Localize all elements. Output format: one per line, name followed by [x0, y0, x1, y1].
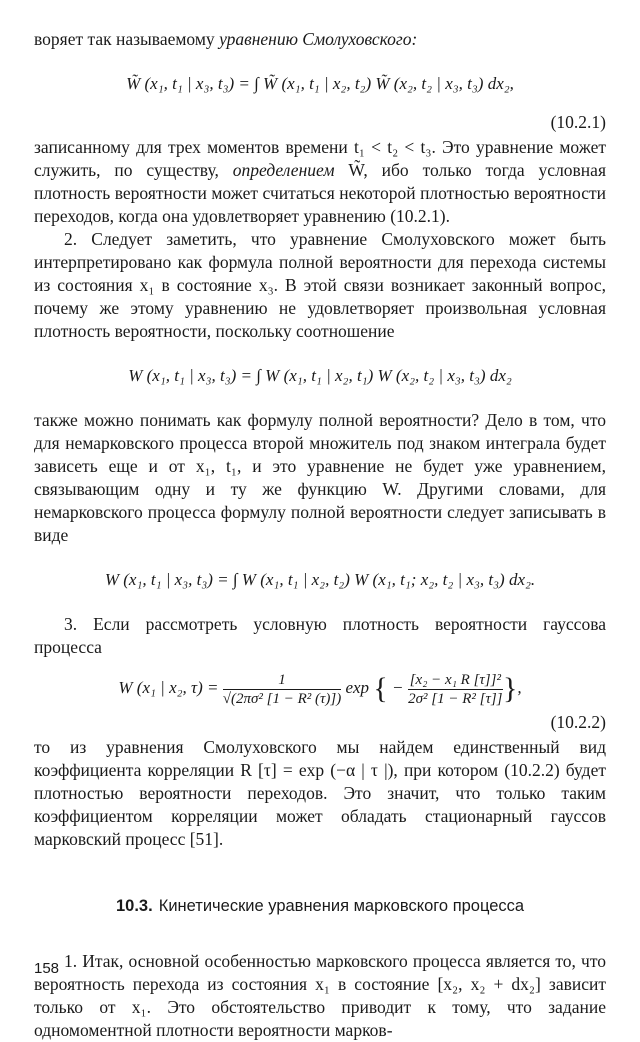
equation-non-markov [34, 547, 606, 613]
section-title: Кинетические уравнения марковского процесса [158, 897, 525, 915]
fraction-exponent-numerator: [x₂ − x₁ R [τ]]² [409, 671, 501, 688]
fraction-normalizer-denominator: √(2πσ² [1 − R² (τ)]) [222, 690, 342, 707]
paragraph-4: также можно понимать как формулу полной вероятности? Дело в том, что для немарковского процесса второй множитель под знаком интеграла будет зависеть еще и от x₁, t₁, и это уравнение не будет уже уравнением, связывающим одну и ту же функцию W. Другими словами, для немарковского процесса формулу полной вероятности следует записывать в виде [34, 410, 606, 545]
fraction-normalizer-numerator: 1 [223, 671, 341, 690]
paragraph-2 [34, 136, 606, 228]
equation-total-probability [34, 343, 606, 409]
paragraph-1 [34, 28, 606, 51]
paragraph-6: то из уравнения Смолуховского мы найдем единственный вид коэффициента корреляции R [τ] = exp (−α | τ |), при котором (10.2.2) будет плотностью вероятности переходов. Это значит, что только таким коэффициентом корреляции может обладать стационарный гауссов марковский процесс [51]. [34, 737, 606, 849]
equation-number-10-2-2: (10.2.2) [550, 712, 606, 732]
section-heading [34, 895, 606, 918]
paragraph-1-text: воряет так называемому [34, 29, 220, 49]
section-number: 10.3. [116, 897, 153, 915]
equation-10-2-1-text: W̃ (x₁, t₁ | x₃, t₃) = ∫ W̃ (x₁, t₁ | x₂, t₂) W̃ (x₂, t₂ | x₃, t₃) dx₂, [126, 74, 514, 93]
fraction-exponent-denominator: 2σ² [1 − R² [τ]] [408, 690, 503, 707]
equation-10-2-2 [34, 659, 606, 717]
equation-10-2-1 [34, 51, 606, 117]
equation-10-2-2-lhs: W (x₁ | x₂, τ) = [118, 678, 223, 697]
page-number: 158 [34, 960, 60, 977]
brace-close: } [502, 672, 518, 706]
smoluchowski-term: уравнению Смолуховского: [219, 29, 418, 49]
paragraph-2-text-a: записанному для трех моментов времени t₁ < t₂ < t₃. Это уравнение может служить, по существу, [34, 137, 606, 180]
equation-total-probability-text: W (x₁, t₁ | x₃, t₃) = ∫ W (x₁, t₁ | x₂, t₁) W (x₂, t₂ | x₃, t₃) dx₂ [128, 366, 512, 385]
paragraph-5: 3. Если рассмотреть условную плотность вероятности гауссова процесса [34, 614, 606, 657]
paragraph-2-text-b: W̃, ибо только тогда условная плотность вероятности может считаться некоторой плотностью вероятности переходов, когда она удовлетворяет уравнению (10.2.1). [34, 160, 606, 226]
equation-number-10-2-1: (10.2.1) [550, 112, 606, 132]
brace-open: { [373, 672, 388, 706]
fraction-normalizer [223, 671, 341, 708]
exp-operator: exp [341, 678, 374, 697]
equation-10-2-2-tail: , [517, 678, 522, 697]
paragraph-3: 2. Следует заметить, что уравнение Смолуховского может быть интерпретировано как формула полной вероятности для перехода системы из состояния x₁ в состояние x₃. В этой связи возникает законный вопрос, почему же этому уравнению не удовлетворяет произвольная условная плотность вероятности, поскольку соотношение [34, 229, 606, 341]
minus-sign: − [387, 678, 408, 697]
fraction-exponent [408, 671, 503, 708]
page-body [34, 28, 606, 1042]
equation-non-markov-text: W (x₁, t₁ | x₃, t₃) = ∫ W (x₁, t₁ | x₂, t₂) W (x₁, t₁; x₂, t₂ | x₃, t₃) dx₂. [104, 570, 536, 589]
definition-term: определением [232, 160, 335, 180]
paragraph-7: 1. Итак, основной особенностью марковского процесса является то, что вероятность перехода из состояния x₁ в состояние [x₂, x₂ + dx₂] зависит только от x₁. Это обстоятельство приводит к тому, что задание одномоментной плотности вероятности марков- [34, 951, 606, 1040]
